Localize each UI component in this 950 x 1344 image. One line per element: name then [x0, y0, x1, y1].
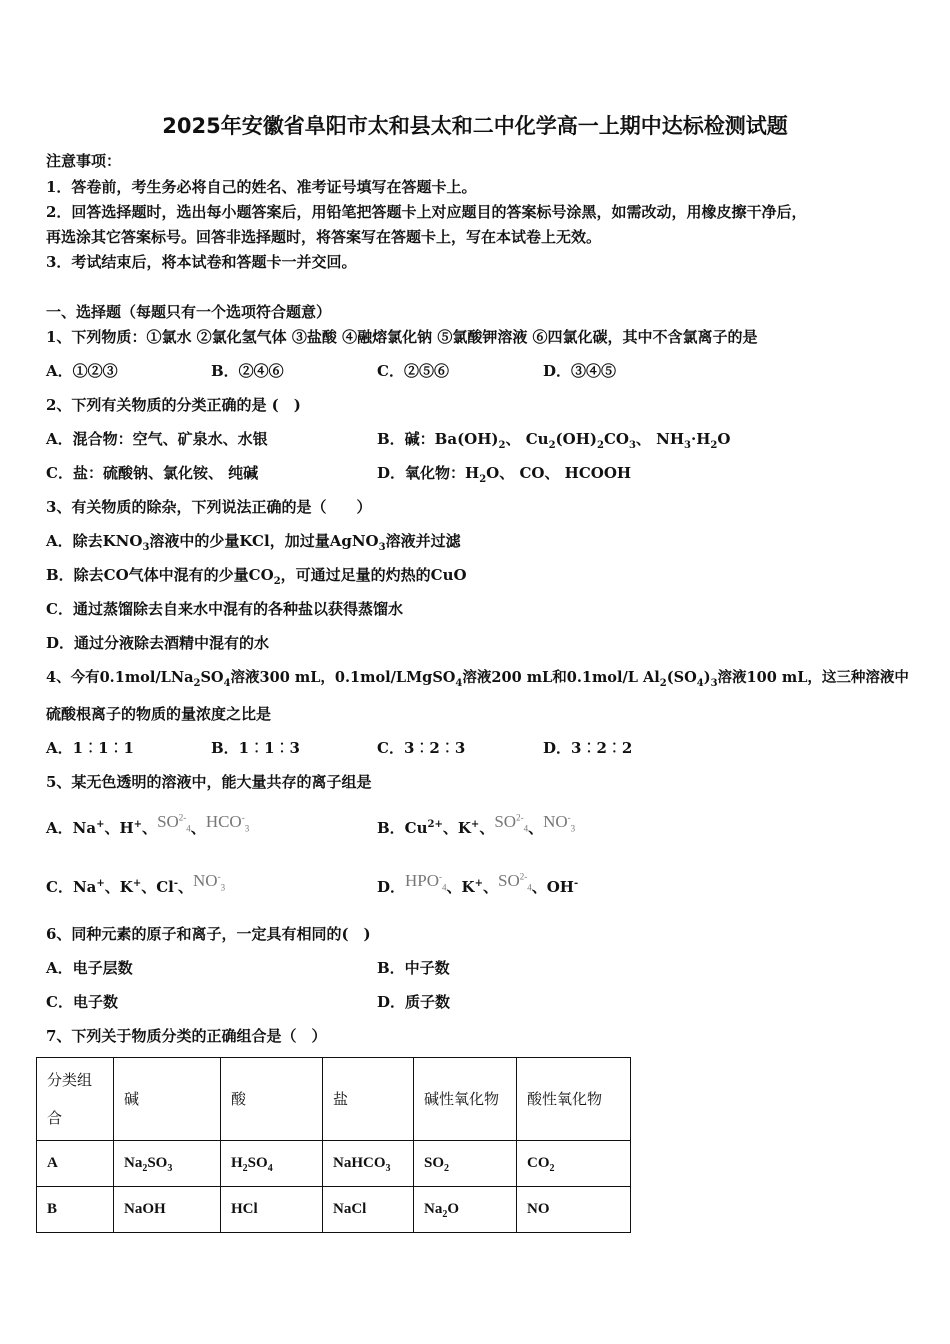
q1-option-b: B．②④⑥	[211, 362, 284, 380]
q6-stem: 6、同种元素的原子和离子，一定具有相同的( )	[46, 925, 371, 943]
note-3: 3．考试结束后，将本试卷和答题卡一并交回。	[46, 253, 357, 271]
note-1: 1．答卷前，考生务必将自己的姓名、准考证号填写在答题卡上。	[46, 178, 477, 196]
table-cell: $Na_2O$	[414, 1187, 517, 1233]
q5-option-a: A．Na+、H+、$SO^{2-}_4$、$HCO^-_3$	[46, 812, 250, 837]
table-cell: $H_2SO_4$	[221, 1141, 323, 1187]
q2-option-a: A．混合物：空气、矿泉水、水银	[46, 430, 268, 448]
classification-table	[36, 1057, 631, 1233]
q1-option-a: A．①②③	[46, 362, 118, 380]
table-cell: HCl	[221, 1187, 323, 1233]
q2-option-d: D．氧化物：$H_2O$、 CO、 HCOOH	[377, 464, 632, 485]
q3-option-b: B．除去CO气体中混有的少量$CO_2$，可通过足量的灼热的CuO	[46, 566, 467, 587]
notes-heading: 注意事项：	[46, 152, 122, 170]
header-cell: 碱	[114, 1058, 221, 1141]
q5-stem: 5、某无色透明的溶液中，能大量共存的离子组是	[46, 773, 372, 791]
q3-option-c: C．通过蒸馏除去自来水中混有的各种盐以获得蒸馏水	[46, 600, 403, 618]
q4-stem: 4、今有$0.1mol/LNa_2SO_4$溶液300 mL，0.1mol/LMgSO$_4$溶液200 mL和0.1mol/L $Al_2(SO_4)_3$溶液100 mL，这三种溶液中	[46, 669, 909, 689]
table-cell: $CO_2$	[517, 1141, 631, 1187]
q6-option-d: D．质子数	[377, 993, 451, 1011]
table-cell: $Na_2SO_3$	[114, 1141, 221, 1187]
q4-option-a: A．1︰1︰1	[46, 739, 134, 757]
q5-option-b: B．$Cu^{2+}$、K+、$SO^{2-}_4$、$NO^-_3$	[377, 812, 576, 837]
q6-option-a: A．电子层数	[46, 959, 133, 977]
header-cell: 酸性氧化物	[517, 1058, 631, 1141]
note-2b: 再选涂其它答案标号。回答非选择题时，将答案写在答题卡上，写在本试卷上无效。	[46, 228, 602, 246]
q7-stem: 7、下列关于物质分类的正确组合是（ ）	[46, 1027, 327, 1045]
table-cell: NaHCO$_3$	[323, 1141, 414, 1187]
q4-option-b: B．1︰1︰3	[211, 739, 300, 757]
q3-option-d: D．通过分液除去酒精中混有的水	[46, 634, 270, 652]
q1-stem: 1、下列物质：①氯水 ②氯化氢气体 ③盐酸 ④融熔氯化钠 ⑤氯酸钾溶液 ⑥四氯化碳，其中不含氯离子的是	[46, 328, 758, 346]
q4-option-c: C．3︰2︰3	[377, 739, 466, 757]
table-cell: A	[37, 1141, 114, 1187]
q3-stem: 3、有关物质的除杂，下列说法正确的是（ ）	[46, 498, 372, 516]
q1-option-c: C．②⑤⑥	[377, 362, 449, 380]
table-header-row	[37, 1058, 631, 1141]
q2-option-c: C．盐：硫酸钠、氯化铵、 纯碱	[46, 464, 259, 482]
q2-option-b: B．碱：$Ba(OH)_2$、 $Cu_2(OH)_2CO_3$、 $NH_3\cdot H_2O$	[377, 430, 731, 451]
q3-option-a: A．除去$KNO_3$溶液中的少量KCl，加过量AgNO$_3$溶液并过滤	[46, 532, 461, 553]
table-cell: $SO_2$	[414, 1141, 517, 1187]
header-cell: 酸	[221, 1058, 323, 1141]
table-cell: NO	[517, 1187, 631, 1233]
header-cell: 碱性氧化物	[414, 1058, 517, 1141]
table-cell: NaCl	[323, 1187, 414, 1233]
q6-option-b: B．中子数	[377, 959, 450, 977]
table-row	[37, 1141, 631, 1187]
q4-option-d: D．3︰2︰2	[543, 739, 633, 757]
q5-option-d: D．$HPO^-_4$、K+、$SO^{2-}_4$、OH-	[377, 871, 579, 896]
page-title: 2025年安徽省阜阳市太和县太和二中化学高一上期中达标检测试题	[162, 114, 788, 138]
section-heading: 一、选择题（每题只有一个选项符合题意）	[46, 303, 332, 321]
q1-option-d: D．③④⑤	[543, 362, 617, 380]
note-2a: 2．回答选择题时，选出每小题答案后，用铅笔把答题卡上对应题目的答案标号涂黑，如需改动，用橡皮擦干净后，	[46, 203, 807, 221]
header-cell: 分类组合	[37, 1058, 114, 1141]
q4-stem-cont: 硫酸根离子的物质的量浓度之比是	[46, 705, 272, 723]
q6-option-c: C．电子数	[46, 993, 118, 1011]
header-cell: 盐	[323, 1058, 414, 1141]
table-cell: B	[37, 1187, 114, 1233]
q2-stem: 2、下列有关物质的分类正确的是 ( )	[46, 396, 301, 414]
table-cell: NaOH	[114, 1187, 221, 1233]
q5-option-c: C．Na+、K+、Cl-、$NO^-_3$	[46, 871, 226, 896]
table-row	[37, 1187, 631, 1233]
